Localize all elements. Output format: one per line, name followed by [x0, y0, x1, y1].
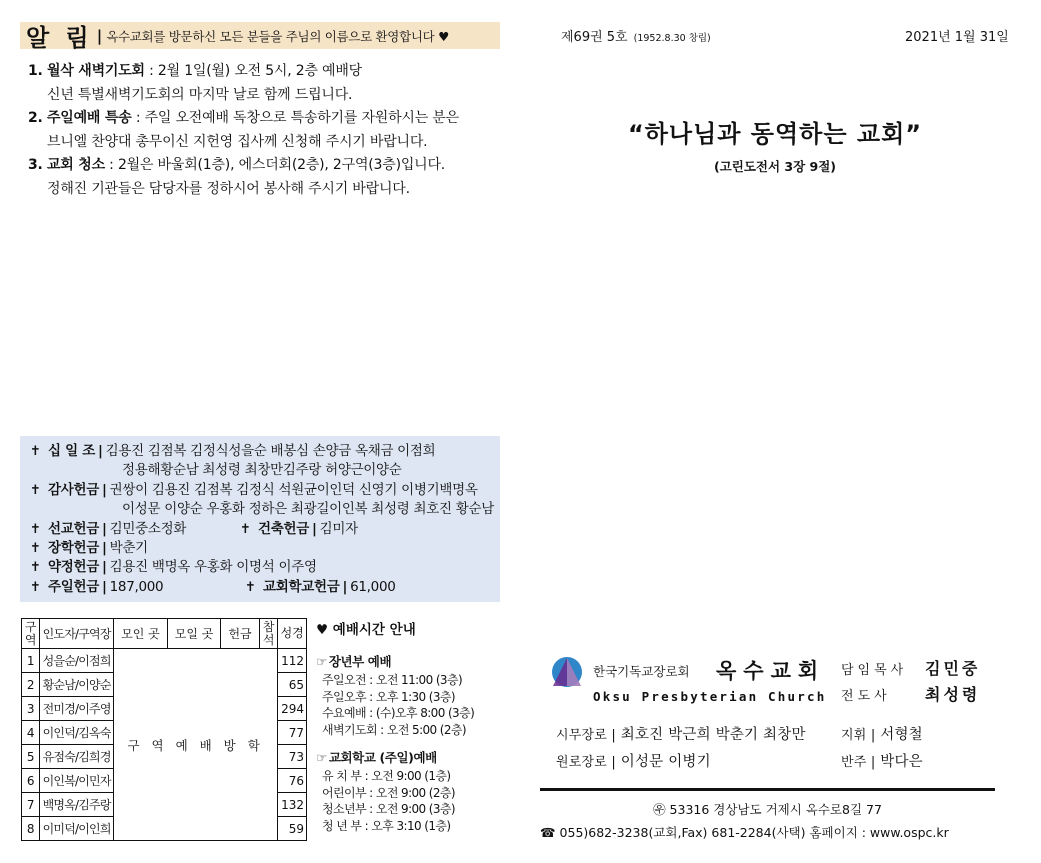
notice-number: 2. [28, 110, 43, 126]
church-address: ㉾ 53316 경상남도 거제시 옥수로8길 77 [653, 802, 882, 817]
notice-number: 1. [28, 63, 43, 79]
district-number: 3 [22, 697, 40, 721]
header-attendance: 참석 [259, 619, 277, 649]
evangelist [841, 682, 980, 705]
staff-title: 담임목사 [841, 663, 908, 678]
notice-text: : 2월 1일(월) 오전 5시, 2층 예배당 [144, 63, 363, 79]
pointing-hand-icon: ☞ [316, 654, 327, 669]
offering-label: 장학헌금 [48, 539, 99, 556]
cross-icon: ✝ [30, 540, 41, 556]
cross-icon: ✝ [30, 521, 41, 537]
cross-icon: ✝ [240, 521, 251, 537]
notice-number: 3. [28, 157, 43, 173]
emeritus-elders: 원로장로 | 이성문 이병기 [556, 754, 711, 770]
notice-detail: 브니엘 찬양대 총무이신 지헌영 집사께 신청해 주시기 바랍니다. [47, 134, 428, 150]
district-leader: 이인덕/김옥숙 [40, 721, 114, 745]
church-motto: “하나님과 동역하는 교회” [627, 120, 923, 148]
offering-names: 김용진 백명옥 우홍화 이명석 이주영 [109, 559, 317, 576]
district-number: 7 [22, 793, 40, 817]
worship-item: 청 년 부 : 오후 3:10 (1층) [322, 818, 451, 833]
denomination: 한국기독교장로회 [593, 664, 690, 679]
adult-worship-heading: ☞ 장년부 예배 [316, 654, 392, 669]
offering-label: 주일헌금 [48, 578, 99, 595]
district-leader: 성을순/이점희 [40, 649, 114, 673]
district-number: 2 [22, 673, 40, 697]
worship-item: 주일오전 : 오전 11:00 (3층) [322, 673, 463, 687]
offering-names: 권쌍이 김용진 김점복 김정식 석원균이인덕 신영기 이병기백명옥 [109, 481, 478, 498]
notice-header [20, 22, 500, 52]
conductor: 지휘 | 서형철 [841, 727, 923, 743]
notice-item [28, 153, 498, 201]
district-leader: 이인복/이민자 [40, 769, 114, 793]
offering-label: 약정헌금 [48, 559, 99, 576]
staff-name: 김민중 [925, 659, 981, 678]
bible-count: 76 [278, 769, 307, 793]
offering-thanks: ✝ 감사헌금 | 권쌍이 김용진 김점복 김정식 석원균이인덕 신영기 이병기백명옥 [30, 481, 500, 500]
offering-building: ✝ 건축헌금 | 김미자 [240, 520, 358, 539]
worship-schedule [316, 618, 506, 834]
bible-count: 73 [278, 745, 307, 769]
worship-item: 유 치 부 : 오전 9:00 (1층) [322, 769, 451, 783]
worship-item: 새벽기도회 : 오전 5:00 (2층) [322, 722, 466, 737]
district-leader: 이미덕/이인희 [40, 817, 114, 841]
accompanist: 반주 | 박다은 [841, 754, 923, 770]
pointing-hand-icon: ☞ [316, 750, 327, 765]
issue-volume: 제69권 5호 (1952.8.30 창립) [561, 30, 711, 45]
district-number: 1 [22, 649, 40, 673]
church-name: 옥수교회 [716, 659, 826, 683]
offering-pledge: ✝ 약정헌금 | 김용진 백명옥 우홍화 이명석 이주영 [30, 558, 500, 577]
worship-item: 청소년부 : 오전 9:00 (3층) [322, 802, 455, 816]
offering-label: 십 일 조 [48, 443, 96, 459]
notice-separator: | [96, 26, 103, 45]
district-leader: 황순남/이양순 [40, 673, 114, 697]
offering-names: 이성문 이양순 우홍화 정하은 최광길이인복 최성령 최호진 황순남 [122, 501, 494, 518]
district-leader: 백명옥/김주랑 [40, 793, 114, 817]
header-offering: 헌금 [221, 619, 260, 649]
offering-names: 김용진 김점복 김정식성을순 배봉심 손양금 옥채금 이점희 [105, 443, 436, 459]
offering-names: 정용해황순남 최성령 최창만김주랑 허양근이양순 [122, 462, 402, 479]
offering-school: ✝ 교회학교헌금 | 61,000 [245, 578, 396, 597]
offering-sunday: ✝ 주일헌금 | 187,000 ✝ 교회학교헌금 | 61,000 [30, 578, 500, 597]
offering-label: 감사헌금 [48, 481, 99, 498]
notice-item [28, 59, 498, 107]
cross-icon: ✝ [30, 482, 41, 498]
header-district: 구역 [22, 619, 40, 649]
notice-heading: 월삭 새벽기도회 [46, 63, 145, 79]
notice-detail: 정해진 기관들은 담당자를 정하시어 봉사해 주시기 바랍니다. [47, 181, 410, 197]
divider [540, 788, 995, 791]
notice-detail: 신년 특별새벽기도회의 마지막 날로 함께 드립니다. [47, 87, 353, 103]
bible-count: 294 [278, 697, 307, 721]
bible-count: 59 [278, 817, 307, 841]
offering-tithe: ✝ 십 일 조 | 김용진 김점복 김정식성을순 배봉심 손양금 옥채금 이점희 [30, 442, 500, 461]
worship-title: ♥ 예배시간 안내 [316, 622, 416, 638]
cross-icon: ✝ [245, 579, 256, 595]
header-next-place: 모일 곳 [168, 619, 221, 649]
bible-count: 77 [278, 721, 307, 745]
church-contact: ☎ 055)682-3238(교회,Fax) 681-2284(사택) 홈페이지 : www.ospc.kr [540, 825, 949, 840]
staff-title: 전도사 [841, 689, 891, 704]
cross-icon: ✝ [30, 444, 41, 459]
notice-text: : 2월은 바울회(1층), 에스더회(2층), 2구역(3층)입니다. [104, 157, 446, 173]
offering-mission: ✝ 선교헌금 | 김민중소정화 ✝ 건축헌금 | 김미자 [30, 520, 500, 539]
district-leader: 유점숙/김희경 [40, 745, 114, 769]
district-number: 5 [22, 745, 40, 769]
motto-reference: (고린도전서 3장 9절) [713, 159, 837, 174]
offering-names: 박춘기 [109, 539, 148, 556]
district-number: 6 [22, 769, 40, 793]
district-number: 8 [22, 817, 40, 841]
worship-item: 주일오후 : 오후 1:30 (3층) [322, 689, 455, 704]
district-table [21, 618, 307, 841]
header-place: 모인 곳 [113, 619, 167, 649]
table-row [22, 649, 307, 673]
offering-names: 김미자 [319, 520, 358, 537]
worship-item: 수요예배 : (수)오후 8:00 (3층) [322, 706, 475, 720]
serving-elders: 시무장로 | 최호진 박근희 박춘기 최창만 [556, 727, 806, 743]
issue-date: 2021년 1월 31일 [905, 30, 1009, 45]
bible-count: 132 [278, 793, 307, 817]
notice-heading: 교회 청소 [46, 157, 105, 173]
offering-label: 선교헌금 [48, 520, 99, 537]
offering-scholarship: ✝ 장학헌금 | 박춘기 [30, 539, 500, 558]
church-logo-icon [551, 656, 583, 688]
offering-amount: 187,000 [109, 578, 164, 595]
cross-icon: ✝ [30, 560, 41, 576]
church-english-name: Oksu Presbyterian Church [593, 689, 827, 704]
school-worship-heading: ☞ 교회학교 (주일)예배 [316, 750, 437, 765]
district-merged-note: 구 역 예 배 방 학 [113, 649, 277, 841]
offering-list [20, 436, 500, 602]
established-date: (1952.8.30 창립) [633, 33, 711, 44]
notice-title: 알 림 [26, 24, 93, 52]
header-leader: 인도자/구역장 [40, 619, 114, 649]
district-number: 4 [22, 721, 40, 745]
notice-item [28, 106, 498, 154]
welcome-message: 옥수교회를 방문하신 모든 분들을 주님의 이름으로 환영합니다 ♥ [106, 28, 449, 44]
header-bible: 성경 [278, 619, 307, 649]
offering-amount: 61,000 [350, 578, 396, 595]
staff-name: 최성령 [925, 685, 981, 704]
notice-text: : 주일 오전예배 독창으로 특송하기를 자원하시는 분은 [131, 110, 459, 126]
offering-names: 김민중소정화 [109, 520, 187, 537]
offering-label: 교회학교헌금 [263, 578, 340, 595]
district-leader: 전미경/이주영 [40, 697, 114, 721]
bible-count: 65 [278, 673, 307, 697]
bible-count: 112 [278, 649, 307, 673]
worship-item: 어린이부 : 오전 9:00 (2층) [322, 785, 455, 800]
table-header-row [22, 619, 307, 649]
notice-heading: 주일예배 특송 [46, 110, 132, 126]
cross-icon: ✝ [30, 579, 41, 595]
offering-label: 건축헌금 [258, 520, 309, 537]
senior-pastor [841, 656, 980, 679]
